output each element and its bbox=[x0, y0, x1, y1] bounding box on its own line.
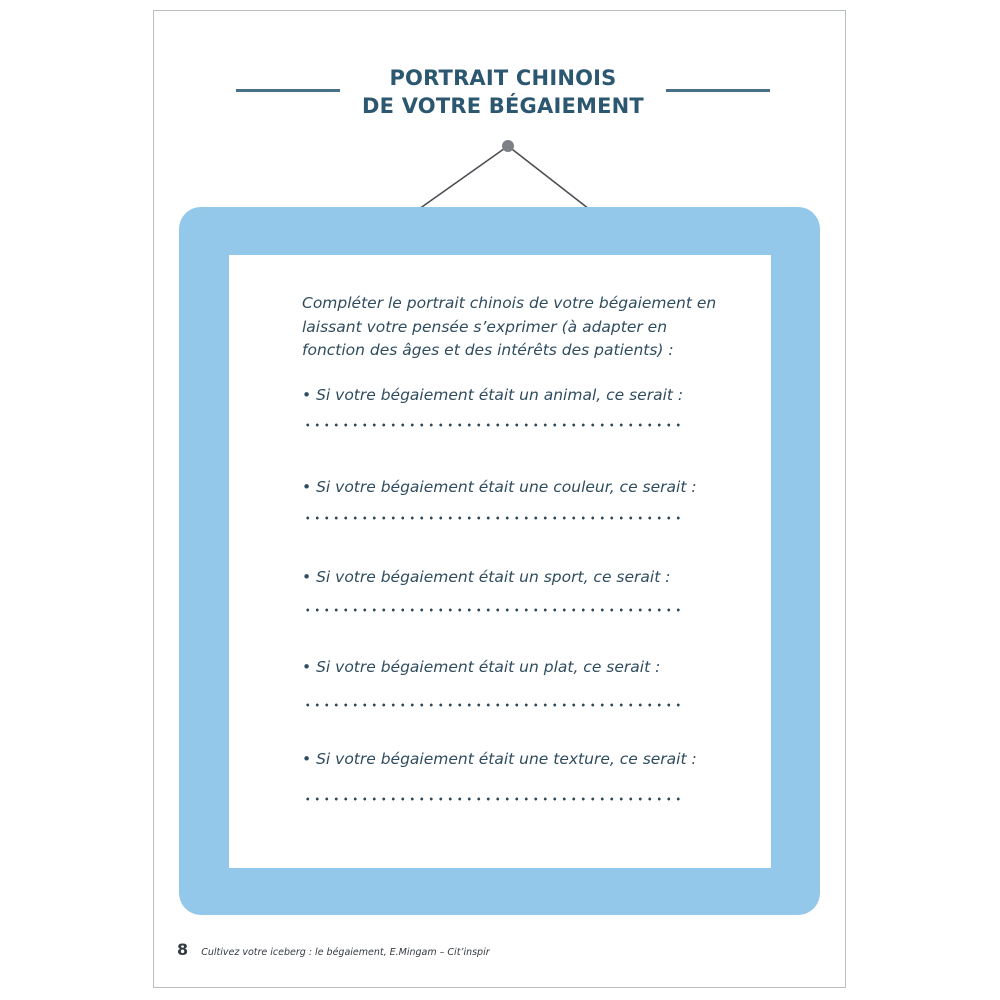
answer-line-texture[interactable] bbox=[303, 797, 683, 801]
page-title bbox=[330, 64, 676, 120]
title-rule-left bbox=[236, 89, 340, 92]
footer-credit: Cultivez votre iceberg : le bégaiement, E.Mingam – Cit’inspir bbox=[201, 947, 490, 958]
page-footer bbox=[177, 940, 490, 959]
question-animal: • Si votre bégaiement était un animal, ce serait : bbox=[302, 386, 684, 404]
answer-line-sport[interactable] bbox=[303, 608, 683, 612]
page-number: 8 bbox=[177, 940, 189, 959]
title-rule-right bbox=[666, 89, 770, 92]
answer-line-plat[interactable] bbox=[303, 703, 683, 707]
question-texture: • Si votre bégaiement était une texture, ce serait : bbox=[302, 750, 697, 768]
question-plat: • Si votre bégaiement était un plat, ce serait : bbox=[302, 658, 661, 676]
answer-line-animal[interactable] bbox=[303, 423, 683, 427]
title-line-2: DE VOTRE BÉGAIEMENT bbox=[362, 94, 644, 118]
question-couleur: • Si votre bégaiement était une couleur, ce serait : bbox=[302, 478, 697, 496]
intro-text: Compléter le portrait chinois de votre bégaiement en laissant votre pensée s’exprimer (à adapter en fonction des âges et des intérêts des patients) : bbox=[302, 294, 717, 359]
title-line-1: PORTRAIT CHINOIS bbox=[389, 66, 617, 90]
answer-line-couleur[interactable] bbox=[303, 516, 683, 520]
question-sport: • Si votre bégaiement était un sport, ce serait : bbox=[302, 568, 671, 586]
